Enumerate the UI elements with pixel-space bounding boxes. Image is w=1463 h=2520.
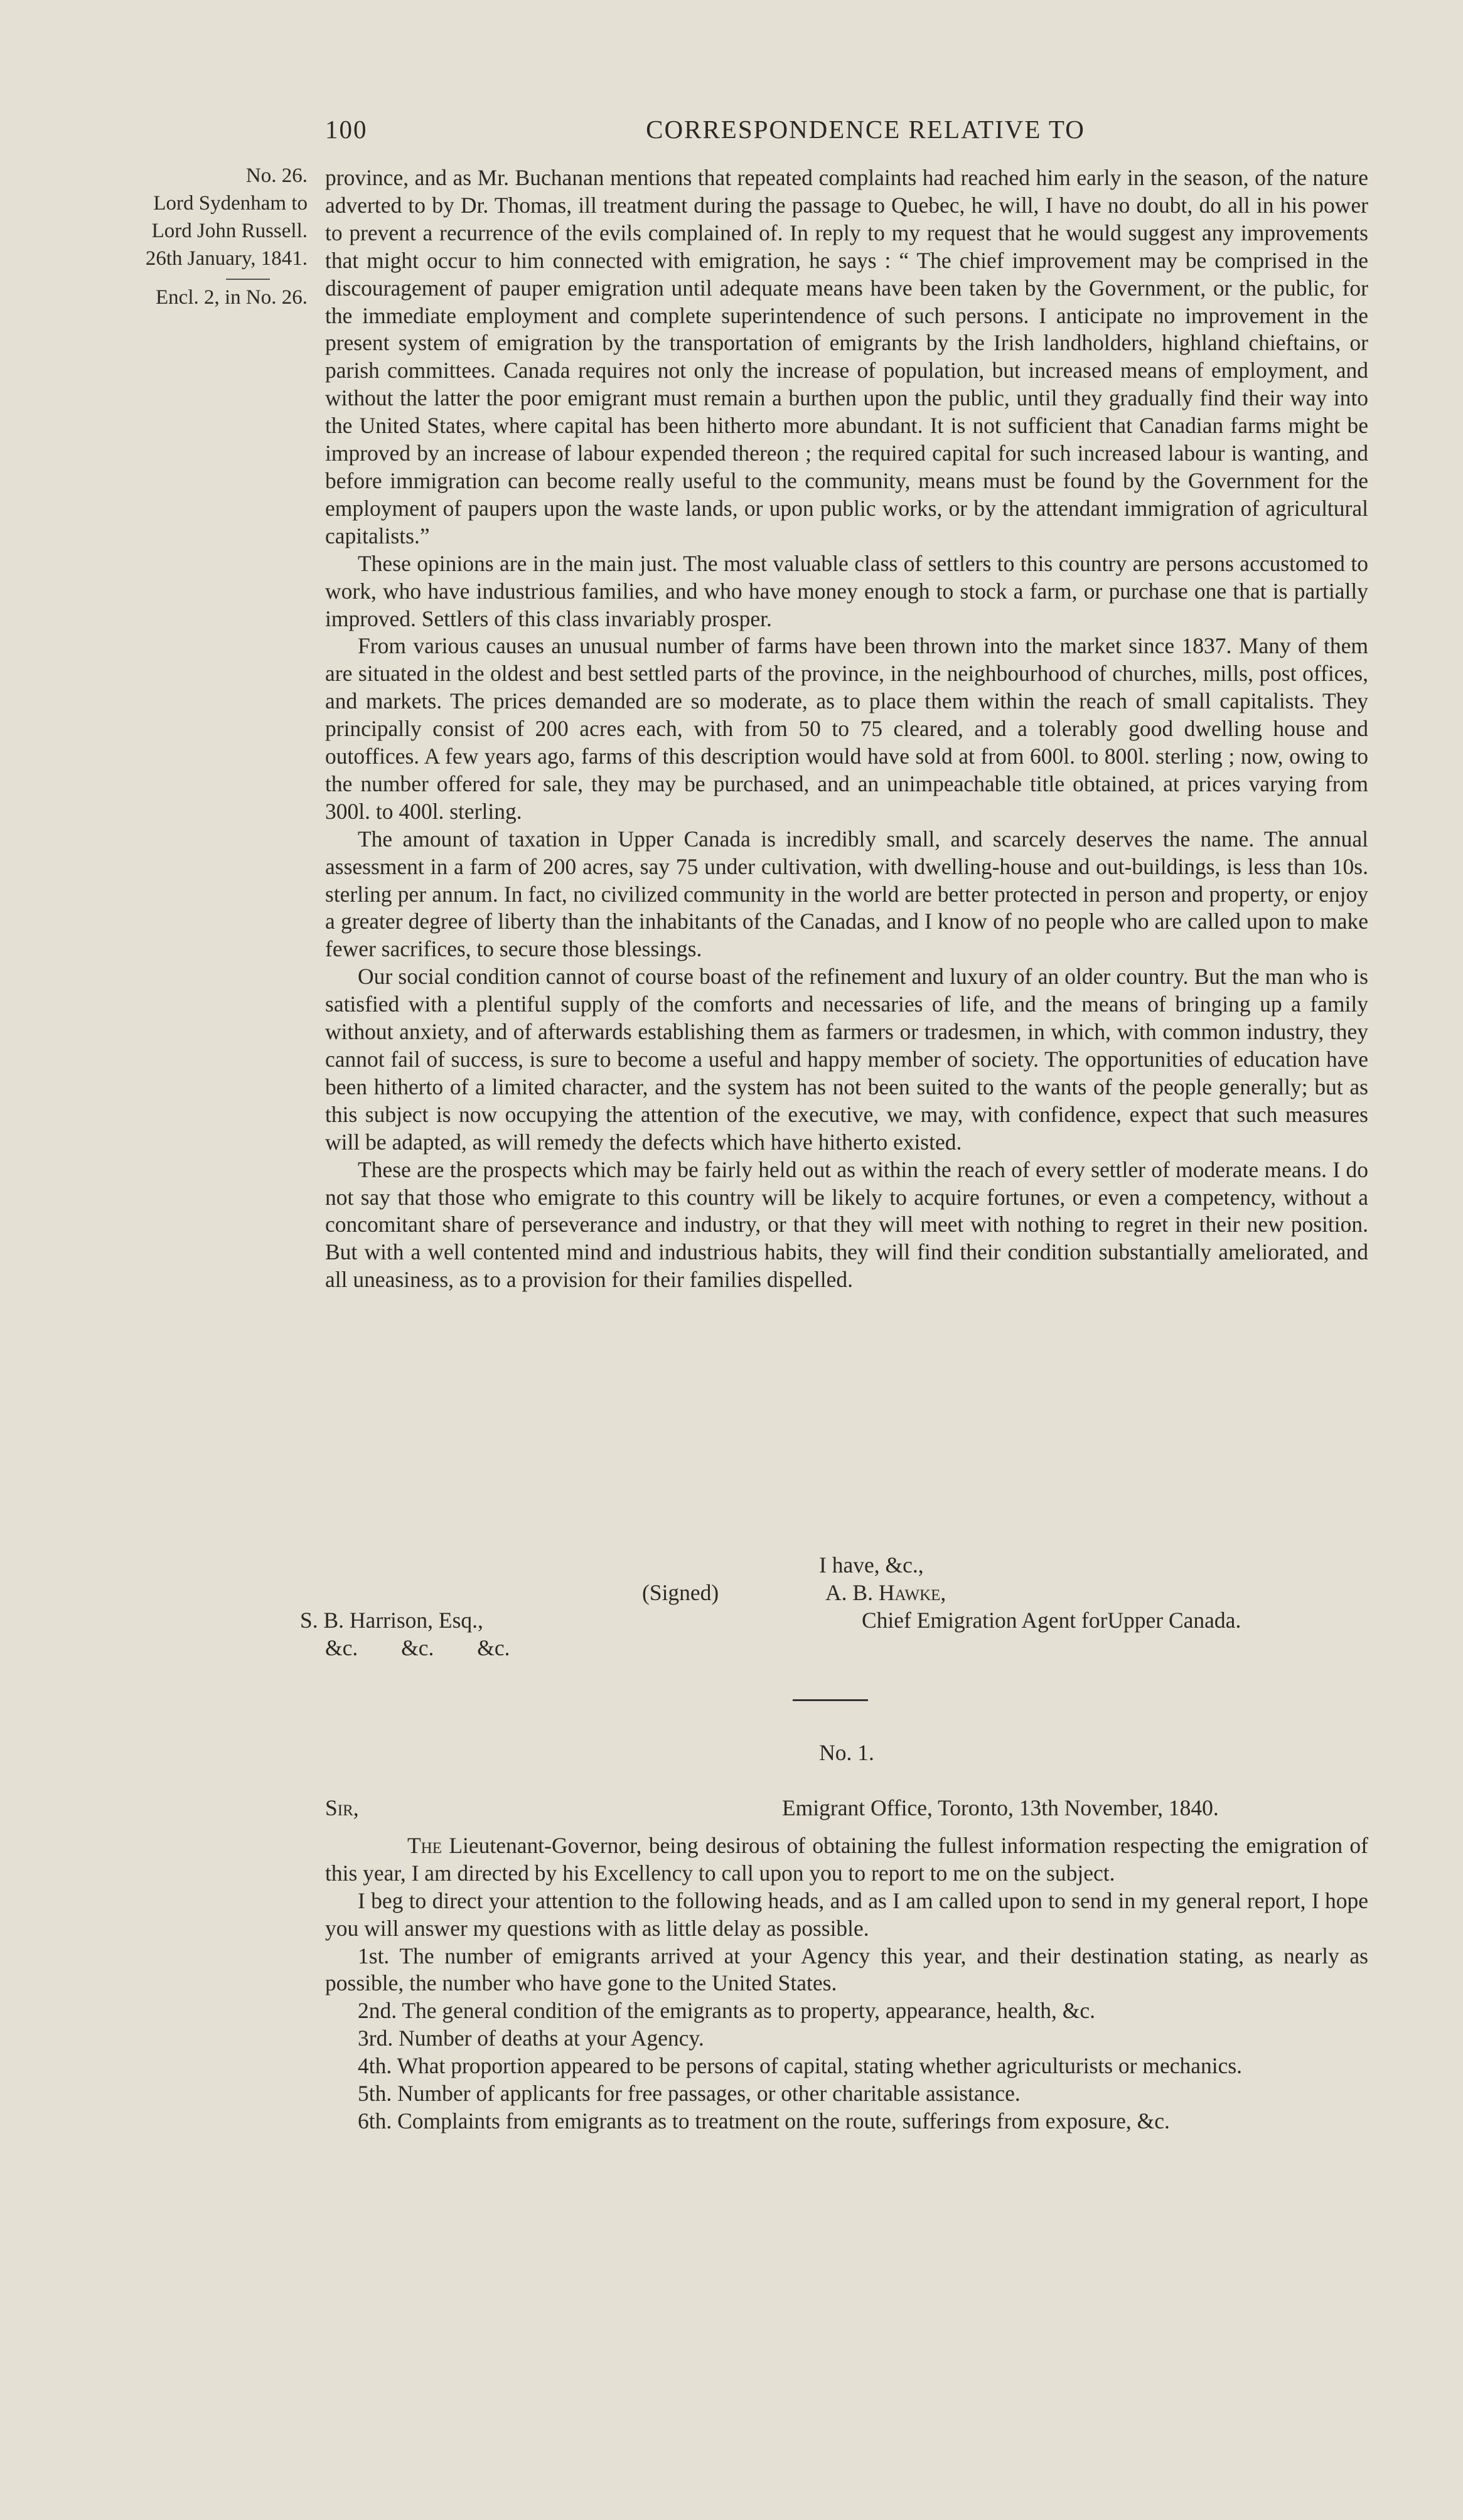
paragraph: I beg to direct your attention to the following heads, and as I am called upon to send in my general report, I hope you will answer my questions with as little delay as possible. (325, 1887, 1368, 1941)
signer-name: A. B. Hawke, (825, 1580, 946, 1605)
intro-text: Lieutenant-Governor, being desirous of obtaining the fullest information respecting the emigration of this year, I am directed by his Excellency to call upon you to report to me on the subject. (325, 1832, 1368, 1886)
page-header (325, 114, 1368, 152)
signed-label: (Signed) (642, 1580, 719, 1605)
list-item: 2nd. The general condition of the emigrants as to property, appearance, health, &c. (358, 1998, 1096, 2024)
dateline: Emigrant Office, Toronto, 13th November, 1840. (782, 1795, 1219, 1820)
addressee-etc: &c. &c. &c. (325, 1635, 510, 1660)
paragraph: Our social condition cannot of course boast of the refinement and luxury of an older country. But the man who is satisfied with a plentiful supply of the comforts and necessaries of life, and the means of bringing up a family without anxiety, and of afterwards establishing them as farmers or tradesmen, in which, with common industry, they cannot fail of success, is sure to become a useful and happy member of society. The opportunities of education have been hitherto of a limited character, and the system has not been suited to the wants of the people generally; but as this subject is now occupying the attention of the executive, we may, with confidence, expect that such measures will be adapted, as will remedy the defects which have hitherto existed. (325, 964, 1368, 1155)
list-item: 1st. The number of emigrants arrived at your Agency this year, and their destination stating, as nearly as possible, the number who have gone to the United States. (325, 1943, 1368, 1996)
running-title: CORRESPONDENCE RELATIVE TO (646, 115, 1085, 144)
margin-enclosure: Encl. 2, in No. 26. (156, 286, 308, 309)
paragraph: The amount of taxation in Upper Canada is incredibly small, and scarcely deserves the name. The annual assessment in a farm of 200 acres, say 75 under cultivation, with dwelling-house and out-buildings, is less than 10s. sterling per annum. In fact, no civilized community in the world are better protected in person and property, or enjoy a greater degree of liberty than the inhabitants of the Canadas, and I know of no people who are called upon to make fewer sacrifices, to secure those blessings. (325, 826, 1368, 962)
salutation: Sir, (325, 1795, 359, 1820)
page-number: 100 (325, 115, 368, 144)
margin-doc-number: No. 26. (245, 164, 308, 187)
margin-rule (226, 279, 270, 280)
margin-sender: Lord Sydenham to (153, 192, 308, 215)
list-item: 4th. What proportion appeared to be persons of capital, stating whether agriculturists or mechanics. (358, 2053, 1243, 2079)
paragraph: These opinions are in the main just. The most valuable class of settlers to this country are persons accustomed to work, who have industrious families, and who have money enough to stock a farm, or purchase one that is partially improved. Settlers of this class invariably prosper. (325, 550, 1368, 631)
paragraph (325, 1832, 1368, 1887)
paragraph: province, and as Mr. Buchanan mentions that repeated complaints had reached him early in the season, of the nature adverted to by Dr. Thomas, ill treatment during the passage to Quebec, he will, I have no doubt, do all in his power to prevent a recurrence of the evils complained of. In reply to my request that he would suggest any improvements that might occur to him connected with emigration, he says : “ The chief improvement may be comprised in the discouragement of pauper emigration until adequate means have been taken by the Government, or the public, for the immediate employment and complete superintendence of such persons. I anticipate no improvement in the present system of emigration by the transportation of emigrants by the Irish landholders, highland chieftains, or parish committees. Canada requires not only the increase of population, but increased means of employment, and without the latter the poor emigrant must remain a burthen upon the public, until they gradually find their way into the United States, where capital has been hitherto more abundant. It is not sufficient that Canadian farms might be improved by an increase of labour expended thereon ; the required capital for such increased labour is wanting, and before immigration can become really useful to the community, means must be found by the Government for the employment of paupers upon the waste lands, or upon public works, or by the attendant immigration of agricultural capitalists.” (325, 165, 1368, 548)
margin-recipient: Lord John Russell. (151, 220, 308, 242)
intro-lead: The (407, 1832, 442, 1858)
addressee: S. B. Harrison, Esq., (300, 1608, 483, 1633)
letter-body (325, 164, 1368, 1294)
signer-title: Chief Emigration Agent forUpper Canada. (862, 1608, 1241, 1633)
paragraph: These are the prospects which may be fairly held out as within the reach of every settler of moderate means. I do not say that those who emigrate to this country will be likely to acquire fortunes, or even a competency, without a concomitant share of perseverance and industry, or that they will meet with nothing to regret in their new position. But with a well contented mind and industrious habits, they will find their condition substantially ameliorated, and all uneasiness, as to a provision for their families dispelled. (325, 1156, 1368, 1293)
enclosed-letter (325, 1739, 1368, 2135)
list-item: 5th. Number of applicants for free passages, or other charitable assistance. (358, 2081, 1021, 2106)
closing-phrase: I have, &c., (819, 1552, 924, 1578)
dateline-row (325, 1795, 1368, 1822)
section-divider (793, 1699, 868, 1701)
enclosure-number: No. 1. (819, 1740, 874, 1765)
list-item: 6th. Complaints from emigrants as to treatment on the route, sufferings from exposure, &c. (358, 2108, 1170, 2133)
paragraph: From various causes an unusual number of farms have been thrown into the market since 1837. Many of them are situated in the oldest and best settled parts of the province, in the neighbourhood of churches, mills, post offices, and markets. The prices demanded are so moderate, as to place them within the reach of small capitalists. They principally consist of 200 acres each, with from 50 to 75 cleared, and a tolerably good dwelling house and outoffices. A few years ago, farms of this description would have sold at from 600l. to 800l. sterling ; now, owing to the number offered for sale, they may be purchased, and an unimpeachable title obtained, at prices varying from 300l. to 400l. sterling. (325, 633, 1368, 824)
list-item: 3rd. Number of deaths at your Agency. (358, 2026, 704, 2051)
margin-notes (119, 162, 308, 311)
margin-date: 26th January, 1841. (145, 247, 308, 270)
